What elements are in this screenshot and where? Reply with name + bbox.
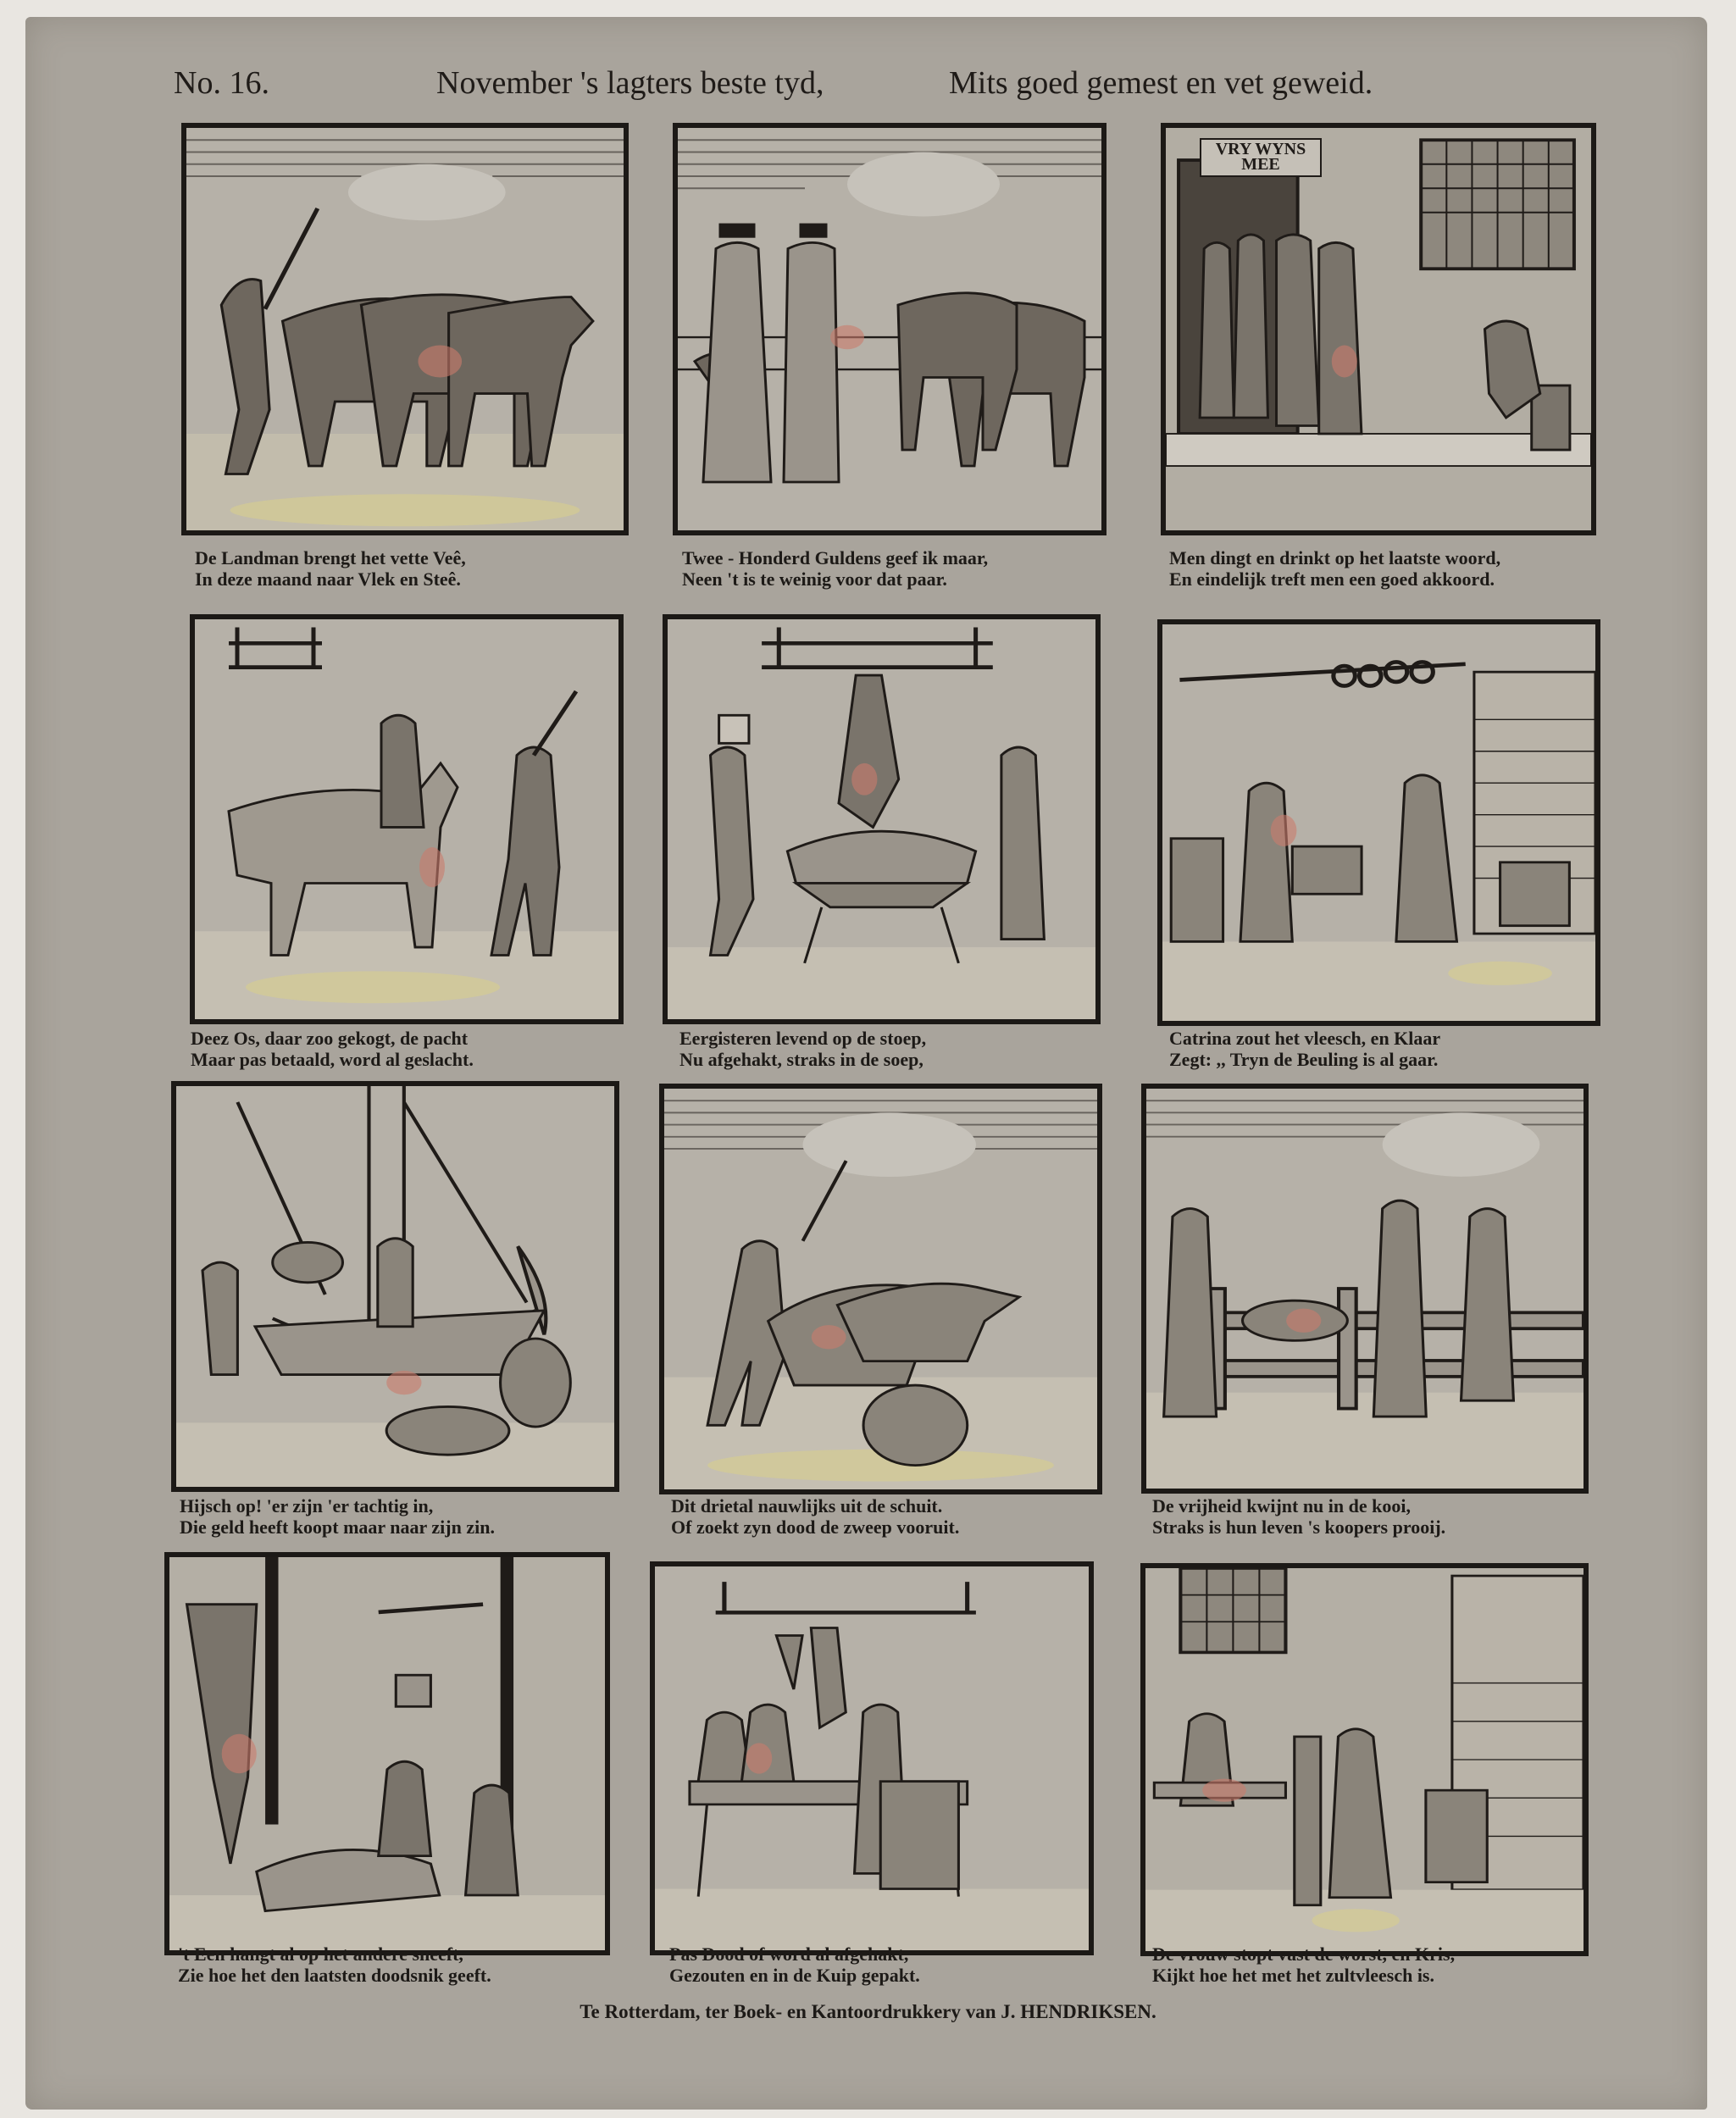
caption-9 (1152, 1495, 1445, 1538)
caption-2 (682, 547, 988, 590)
woodcut-illustration (678, 128, 1101, 530)
title-left: November 's lagters beste tyd, (436, 65, 824, 101)
woodcut-illustration (169, 1557, 605, 1950)
caption-line: Eergisteren levend op de stoep, (679, 1028, 927, 1049)
caption-5 (679, 1028, 926, 1070)
caption-line: Pas Dood of word al afgehakt, (669, 1943, 909, 1965)
panel-tavern-agreement (1161, 123, 1596, 535)
caption-line: Neen 't is te weinig voor dat paar. (682, 568, 947, 590)
woodcut-illustration (664, 1089, 1097, 1489)
caption-line: Straks is hun leven 's koopers prooij. (1152, 1516, 1446, 1538)
tavern-sign: VRY WYNS MEE (1200, 138, 1322, 177)
panel-pork-salted (650, 1561, 1094, 1955)
caption-4 (191, 1028, 474, 1070)
caption-line: De Landman brengt het vette Veê, (195, 547, 466, 568)
caption-line: Hijsch op! 'er zijn 'er tachtig in, (180, 1495, 434, 1516)
caption-line: In deze maand naar Vlek en Steê. (195, 568, 461, 590)
caption-line: Nu afgehakt, straks in de soep, (679, 1049, 923, 1070)
caption-line: Twee - Honderd Guldens geef ik maar, (682, 547, 989, 568)
caption-line: De vrouw stopt vast de worst, en Kris, (1152, 1943, 1456, 1965)
caption-line: Die geld heeft koopt maar naar zijn zin. (180, 1516, 495, 1538)
panel-meat-chopped (663, 614, 1101, 1024)
caption-line: Deez Os, daar zoo gekogt, de pacht (191, 1028, 469, 1049)
caption-12 (1152, 1943, 1455, 1986)
caption-line: En eindelijk treft men een goed akkoord. (1169, 568, 1495, 590)
panel-catrina-salts-meat (1157, 619, 1600, 1026)
caption-7 (180, 1495, 495, 1538)
woodcut-illustration (1146, 1089, 1583, 1489)
caption-line: Of zoekt zyn dood de zweep vooruit. (671, 1516, 960, 1538)
caption-6 (1169, 1028, 1440, 1070)
title-right: Mits goed gemest en vet geweid. (949, 65, 1373, 101)
woodcut-illustration (1162, 624, 1595, 1021)
sheet-number: No. 16. (174, 65, 269, 101)
panel-pigs-in-pen (1141, 1084, 1589, 1494)
woodcut-illustration (186, 128, 624, 530)
caption-3 (1169, 547, 1500, 590)
caption-line: Zie hoe het den laatsten doodsnik geeft. (178, 1965, 491, 1986)
caption-line: Maar pas betaald, word al geslacht. (191, 1049, 474, 1070)
caption-8 (671, 1495, 959, 1538)
caption-line: Gezouten en in de Kuip gepakt. (669, 1965, 920, 1986)
panel-pigs-driven (659, 1084, 1102, 1494)
panel-pig-hung (164, 1552, 610, 1955)
caption-line: Catrina zout het vleesch, en Klaar (1169, 1028, 1441, 1049)
caption-11 (669, 1943, 920, 1986)
woodcut-illustration (655, 1566, 1089, 1950)
panel-landman-drives-cattle (181, 123, 629, 535)
woodcut-illustration (176, 1086, 614, 1487)
woodcut-illustration (668, 619, 1095, 1019)
woodcut-illustration (1145, 1568, 1583, 1951)
caption-1 (195, 547, 466, 590)
caption-line: De vrijheid kwijnt nu in de kooi, (1152, 1495, 1411, 1516)
printer-imprint: Te Rotterdam, ter Boek- en Kantoordrukkery van J. HENDRIKSEN. (580, 2001, 1156, 2022)
caption-line: Zegt: ,, Tryn de Beuling is al gaar. (1169, 1049, 1439, 1070)
caption-10 (178, 1943, 491, 1986)
panel-sausage-making (1140, 1563, 1589, 1956)
panel-pigs-from-boat (171, 1081, 619, 1492)
caption-line: Kijkt hoe het met het zultvleesch is. (1152, 1965, 1434, 1986)
caption-line: Dit drietal nauwlijks uit de schuit. (671, 1495, 943, 1516)
panel-bargaining-cattle (673, 123, 1106, 535)
caption-line: Men dingt en drinkt op het laatste woord, (1169, 547, 1501, 568)
panel-ox-slaughtered (190, 614, 624, 1024)
woodcut-illustration (195, 619, 618, 1019)
woodcut-illustration (1166, 128, 1591, 530)
caption-line: 't Een hangt al op het andere sneeft, (178, 1943, 463, 1965)
header (0, 64, 1736, 115)
